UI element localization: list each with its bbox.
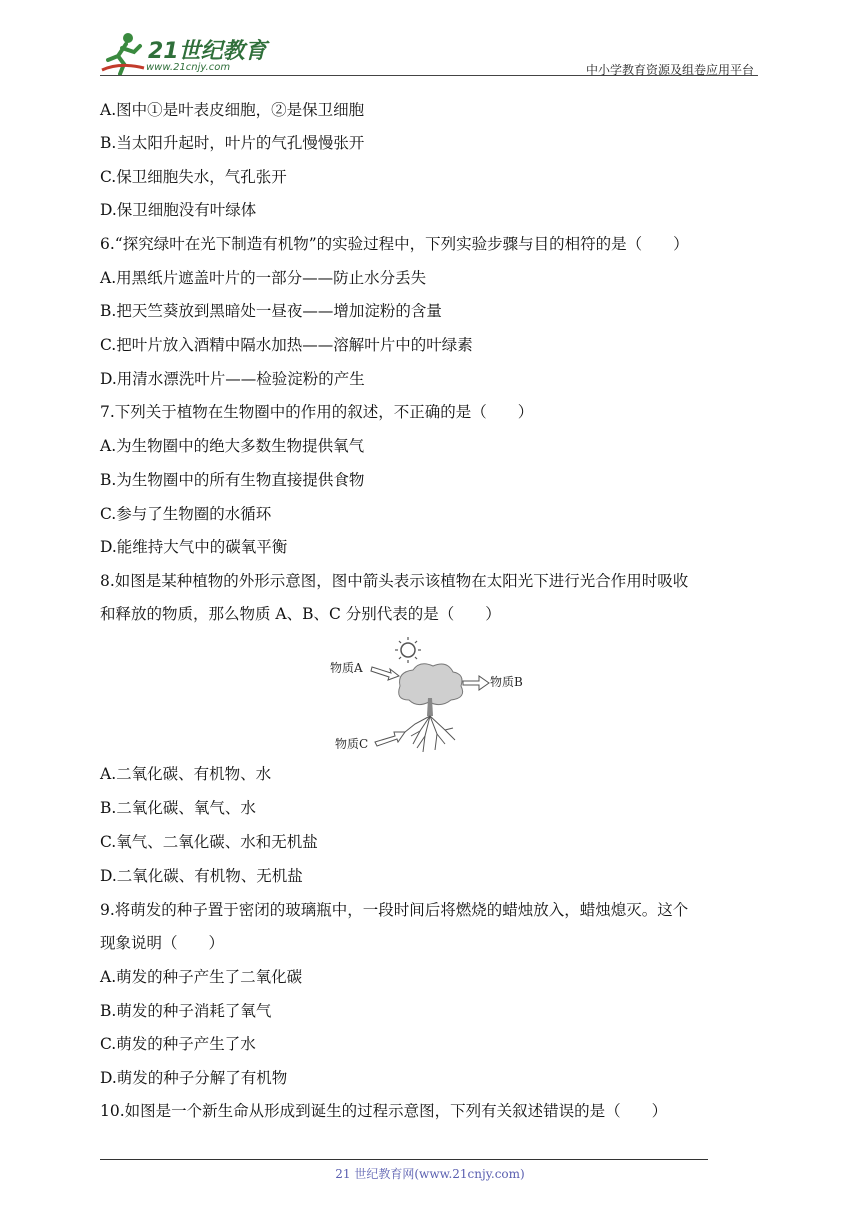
footer-link[interactable]: 21 世纪教育网(www.21cnjy.com) (335, 1167, 525, 1181)
text-line: D.保卫细胞没有叶绿体 (100, 201, 257, 219)
roots (405, 716, 455, 752)
sun-icon (395, 637, 421, 663)
header-divider (100, 75, 758, 76)
text-line: A.用黑纸片遮盖叶片的一部分——防止水分丢失 (100, 269, 427, 287)
text-line: C.把叶片放入酒精中隔水加热——溶解叶片中的叶绿素 (100, 336, 473, 354)
tree-trunk (427, 698, 433, 716)
text-line: A.图中①是叶表皮细胞，②是保卫细胞 (100, 101, 365, 119)
site-logo (100, 30, 270, 78)
text-line: C.参与了生物圈的水循环 (100, 505, 272, 523)
arrow-b-icon (463, 676, 489, 690)
text-line: B.萌发的种子消耗了氧气 (100, 1002, 272, 1020)
arrow-a-icon (371, 667, 399, 680)
label-substance-b: 物质B (490, 675, 523, 689)
page-header (100, 30, 758, 80)
question-10: 10.如图是一个新生命从形成到诞生的过程示意图，下列有关叙述错误的是（ ） (100, 1102, 668, 1120)
logo-name: 21世纪教育 (148, 39, 267, 64)
question-8: 8.如图是某种植物的外形示意图，图中箭头表示该植物在太阳光下进行光合作用时吸收 (100, 572, 689, 590)
label-substance-c: 物质C (335, 737, 369, 751)
text-line: A.为生物圈中的绝大多数生物提供氧气 (100, 437, 365, 455)
plant-figure (325, 636, 545, 758)
text-line: A.二氧化碳、有机物、水 (100, 765, 272, 783)
text-line: D.二氧化碳、有机物、无机盐 (100, 867, 303, 885)
text-line: D.萌发的种子分解了有机物 (100, 1069, 288, 1087)
site-title: 中小学教育资源及组卷应用平台 (585, 63, 754, 77)
text-line: C.氧气、二氧化碳、水和无机盐 (100, 833, 318, 851)
arrow-c-icon (375, 732, 405, 746)
text-line: 现象说明（ ） (100, 934, 225, 952)
text-line: C.保卫细胞失水，气孔张开 (100, 168, 287, 186)
label-substance-a: 物质A (330, 661, 363, 675)
text-line: 和释放的物质，那么物质 A、B、C 分别代表的是（ ） (100, 605, 501, 623)
question-6: 6.“探究绿叶在光下制造有机物”的实验过程中，下列实验步骤与目的相符的是（ ） (100, 235, 689, 253)
question-7: 7.下列关于植物在生物圈中的作用的叙述，不正确的是（ ） (100, 403, 534, 421)
text-line: C.萌发的种子产生了水 (100, 1035, 256, 1053)
question-9: 9.将萌发的种子置于密闭的玻璃瓶中，一段时间后将燃烧的蜡烛放入，蜡烛熄灭。这个 (100, 901, 689, 919)
text-line: D.能维持大气中的碳氧平衡 (100, 538, 288, 556)
text-line: B.为生物圈中的所有生物直接提供食物 (100, 471, 365, 489)
text-line: B.当太阳升起时，叶片的气孔慢慢张开 (100, 134, 365, 152)
text-line: A.萌发的种子产生了二氧化碳 (100, 968, 303, 986)
text-line: D.用清水漂洗叶片——检验淀粉的产生 (100, 370, 365, 388)
text-line: B.把天竺葵放到黑暗处一昼夜——增加淀粉的含量 (100, 302, 442, 320)
logo-url: www.21cnjy.com (146, 62, 231, 73)
footer-divider (100, 1159, 708, 1160)
runner-icon (100, 30, 146, 76)
text-line: B.二氧化碳、氧气、水 (100, 799, 256, 817)
